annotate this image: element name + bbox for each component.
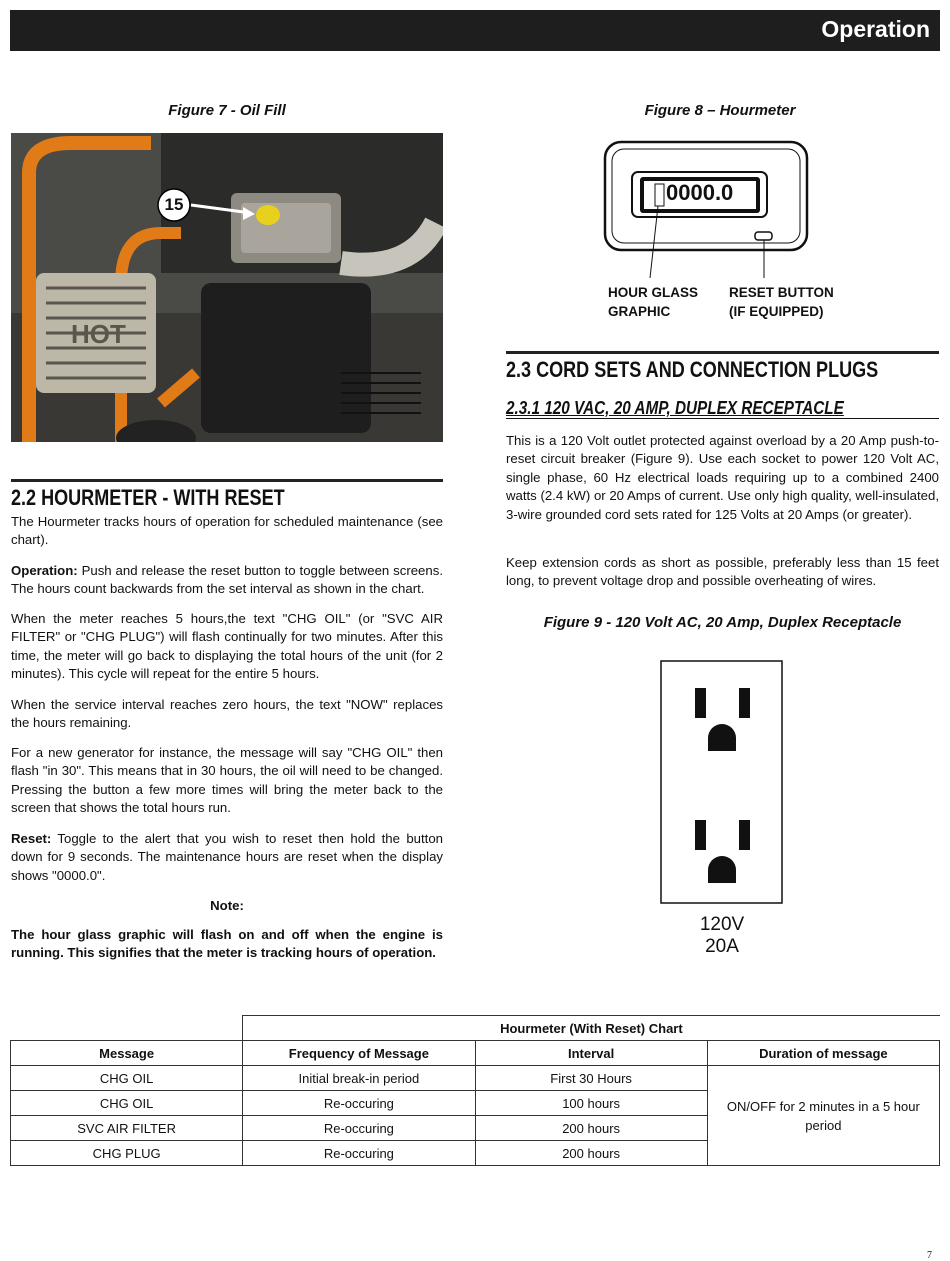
table-row — [11, 1066, 940, 1091]
callout-number: 15 — [164, 195, 184, 214]
page-number: 7 — [927, 1250, 932, 1261]
section-2-2-p4: When the service interval reaches zero hours, the text "NOW" replaces the hours remaining. — [11, 697, 443, 731]
svg-text:HOT: HOT — [71, 319, 126, 349]
section-2-2-title: 2.2 HOURMETER - WITH RESET — [11, 485, 285, 510]
page-section-title: Operation — [821, 16, 930, 42]
table-cell: CHG PLUG — [11, 1141, 243, 1166]
note-text: The hour glass graphic will flash on and off when the engine is running. This signifies that the meter is tracking hours of operation. — [11, 927, 443, 961]
table-cell: CHG OIL — [11, 1066, 243, 1091]
section-2-3-p2: Keep extension cords as short as possible, preferably less than 15 feet long, to prevent voltage drop and possible overheating of wires. — [506, 555, 939, 589]
section-rule — [506, 351, 939, 354]
section-2-2-reset: Reset: Toggle to the alert that you wish to reset then hold the button down for 9 seconds. The maintenance hours are reset when the display shows "0000.0". — [11, 831, 443, 883]
figure-7-caption: Figure 7 - Oil Fill — [168, 102, 286, 119]
figure-9-caption: Figure 9 - 120 Volt AC, 20 Amp, Duplex Receptacle — [543, 614, 902, 631]
section-2-3-p1: This is a 120 Volt outlet protected against overload by a 20 Amp push-to-reset circuit breaker (Figure 9). Use each socket to power 120 Volt AC, single phase, 60 Hz electrical loads requiring up to a combined 2400 watts (2.4 kW) or 20 Amps of current. Use only high quality, well-insulated, 3-wire grounded cord sets rated for 125 Volts at 20 Amps (or greater). — [506, 433, 939, 522]
hourmeter-display: 0000.0 — [666, 180, 734, 205]
table-corner — [11, 1016, 243, 1041]
table-title: Hourmeter (With Reset) Chart — [243, 1016, 940, 1041]
figure-8-caption: Figure 8 – Hourmeter — [644, 102, 796, 119]
table-cell: Re-occuring — [243, 1091, 475, 1116]
table-cell: Re-occuring — [243, 1116, 475, 1141]
section-rule — [11, 479, 443, 482]
table-cell: Re-occuring — [243, 1141, 475, 1166]
receptacle-rating: 120V 20A — [699, 914, 745, 957]
table-cell: CHG OIL — [11, 1091, 243, 1116]
table-cell: Initial break-in period — [243, 1066, 475, 1091]
hour-glass-label: HOUR GLASS GRAPHIC — [608, 285, 699, 319]
reset-button-label: RESET BUTTON (IF EQUIPPED) — [729, 285, 834, 319]
duration-cell: ON/OFF for 2 minutes in a 5 hour period — [707, 1066, 939, 1166]
column-header: Interval — [475, 1041, 707, 1066]
table-cell: 200 hours — [475, 1116, 707, 1141]
header-bar — [10, 10, 940, 51]
hourmeter-diagram — [600, 140, 840, 325]
table-header-row — [11, 1041, 940, 1066]
column-header: Frequency of Message — [243, 1041, 475, 1066]
column-header: Message — [11, 1041, 243, 1066]
duplex-receptacle-diagram — [660, 660, 784, 905]
hourmeter-chart-table — [10, 1015, 940, 1166]
column-header: Duration of message — [707, 1041, 939, 1066]
section-2-3-1-title: 2.3.1 120 VAC, 20 AMP, DUPLEX RECEPTACLE — [506, 398, 844, 418]
table-cell: SVC AIR FILTER — [11, 1116, 243, 1141]
section-2-2-p5: For a new generator for instance, the message will say "CHG OIL" then flash "in 30". This means that in 30 hours, the oil will need to be changed. Pressing the button a few more times will bring the meter back to the screen that shows the total hours run. — [11, 745, 443, 816]
oil-fill-photo — [11, 133, 443, 442]
table-cell: 100 hours — [475, 1091, 707, 1116]
table-cell: 200 hours — [475, 1141, 707, 1166]
table-cell: First 30 Hours — [475, 1066, 707, 1091]
section-2-2-p3: When the meter reaches 5 hours,the text "CHG OIL" (or "SVC AIR FILTER" or "CHG PLUG") will flash continually for two minutes. After this time, the meter will go back to displaying the total hours of the unit (for 2 minutes). This cycle will repeat for the entire 5 hours. — [11, 611, 443, 682]
section-2-2-operation: Operation: Push and release the reset button to toggle between screens. The hours count backwards from the set interval as shown in the chart. — [11, 563, 443, 597]
section-2-2-p1: The Hourmeter tracks hours of operation for scheduled maintenance (see chart). — [11, 514, 443, 548]
subsection-rule — [506, 418, 939, 419]
note-label: Note: — [210, 898, 244, 913]
section-2-3-title: 2.3 CORD SETS AND CONNECTION PLUGS — [506, 357, 879, 382]
